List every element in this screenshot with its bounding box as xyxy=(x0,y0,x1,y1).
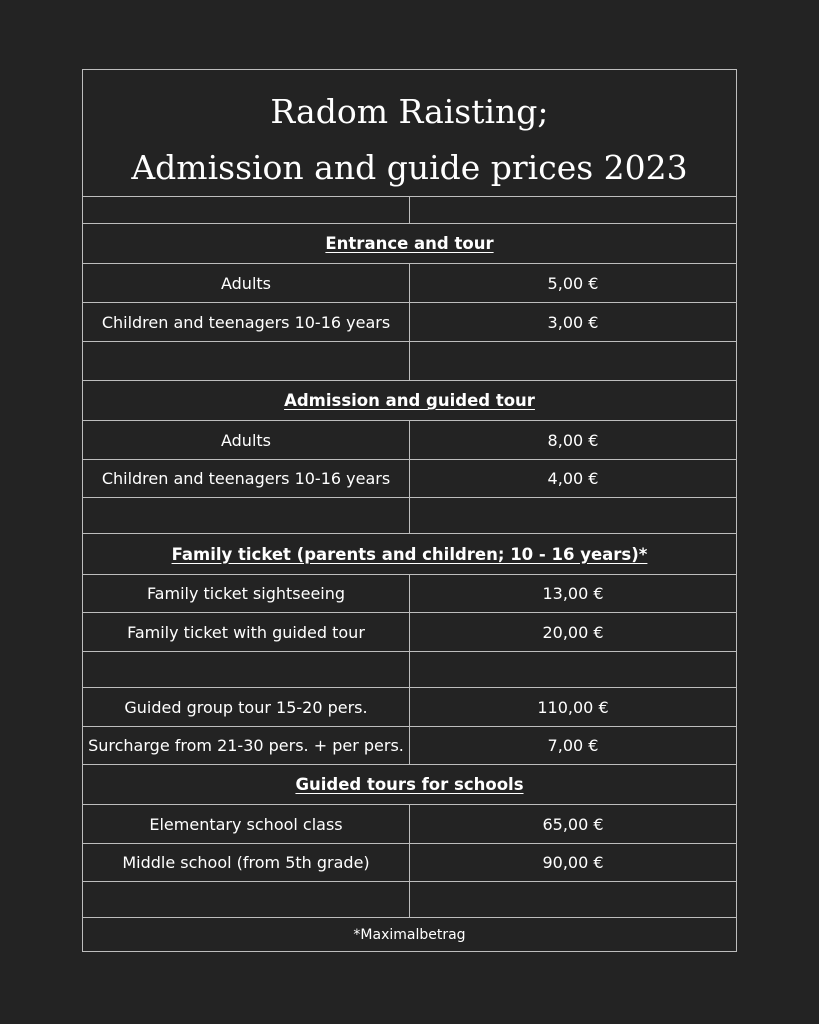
section-heading: Admission and guided tour xyxy=(284,391,535,410)
price-table xyxy=(82,69,737,952)
row-label: Children and teenagers 10-16 years xyxy=(83,460,410,497)
row-label: Children and teenagers 10-16 years xyxy=(83,303,410,341)
row-price: 7,00 € xyxy=(547,736,599,755)
section-heading-schools xyxy=(83,764,736,804)
row-label: Adults xyxy=(83,421,410,459)
spacer-row xyxy=(83,497,736,533)
row-price: 13,00 € xyxy=(542,584,604,603)
row-price: 20,00 € xyxy=(542,622,604,642)
spacer-row xyxy=(83,651,736,687)
row-label: Adults xyxy=(83,264,410,302)
row-label: Guided group tour 15-20 pers. xyxy=(83,688,410,726)
section-heading: Guided tours for schools xyxy=(295,775,524,794)
table-row xyxy=(83,420,736,459)
footnote-row xyxy=(83,917,736,951)
table-row xyxy=(83,726,736,764)
spacer-row xyxy=(83,881,736,917)
spacer-row xyxy=(83,341,736,380)
table-row xyxy=(83,612,736,651)
section-heading-entrance xyxy=(83,223,736,263)
row-price: 4,00 € xyxy=(547,469,599,488)
table-row xyxy=(83,459,736,497)
section-heading: Entrance and tour xyxy=(325,234,494,253)
row-price: 3,00 € xyxy=(547,312,599,332)
row-label: Elementary school class xyxy=(83,805,410,843)
page-title xyxy=(83,84,736,196)
footnote: *Maximalbetrag xyxy=(353,926,466,943)
row-price: 8,00 € xyxy=(547,430,599,450)
row-price: 110,00 € xyxy=(537,697,609,717)
row-label: Family ticket with guided tour xyxy=(83,613,410,651)
section-heading: Family ticket (parents and children; 10 - 16 years)* xyxy=(171,544,648,564)
table-row xyxy=(83,804,736,843)
row-label: Middle school (from 5th grade) xyxy=(83,844,410,881)
row-label: Family ticket sightseeing xyxy=(83,575,410,612)
title-line-2: Admission and guide prices 2023 xyxy=(131,148,688,187)
table-row xyxy=(83,574,736,612)
section-heading-guided xyxy=(83,380,736,420)
table-row xyxy=(83,263,736,302)
row-price: 65,00 € xyxy=(542,814,604,834)
row-price: 5,00 € xyxy=(547,273,599,293)
table-row xyxy=(83,843,736,881)
title-line-1: Radom Raisting; xyxy=(270,92,549,131)
spacer-row xyxy=(83,196,736,223)
table-row xyxy=(83,687,736,726)
section-heading-family xyxy=(83,533,736,574)
table-row xyxy=(83,302,736,341)
row-label: Surcharge from 21-30 pers. + per pers. xyxy=(83,727,410,764)
row-price: 90,00 € xyxy=(542,853,604,872)
